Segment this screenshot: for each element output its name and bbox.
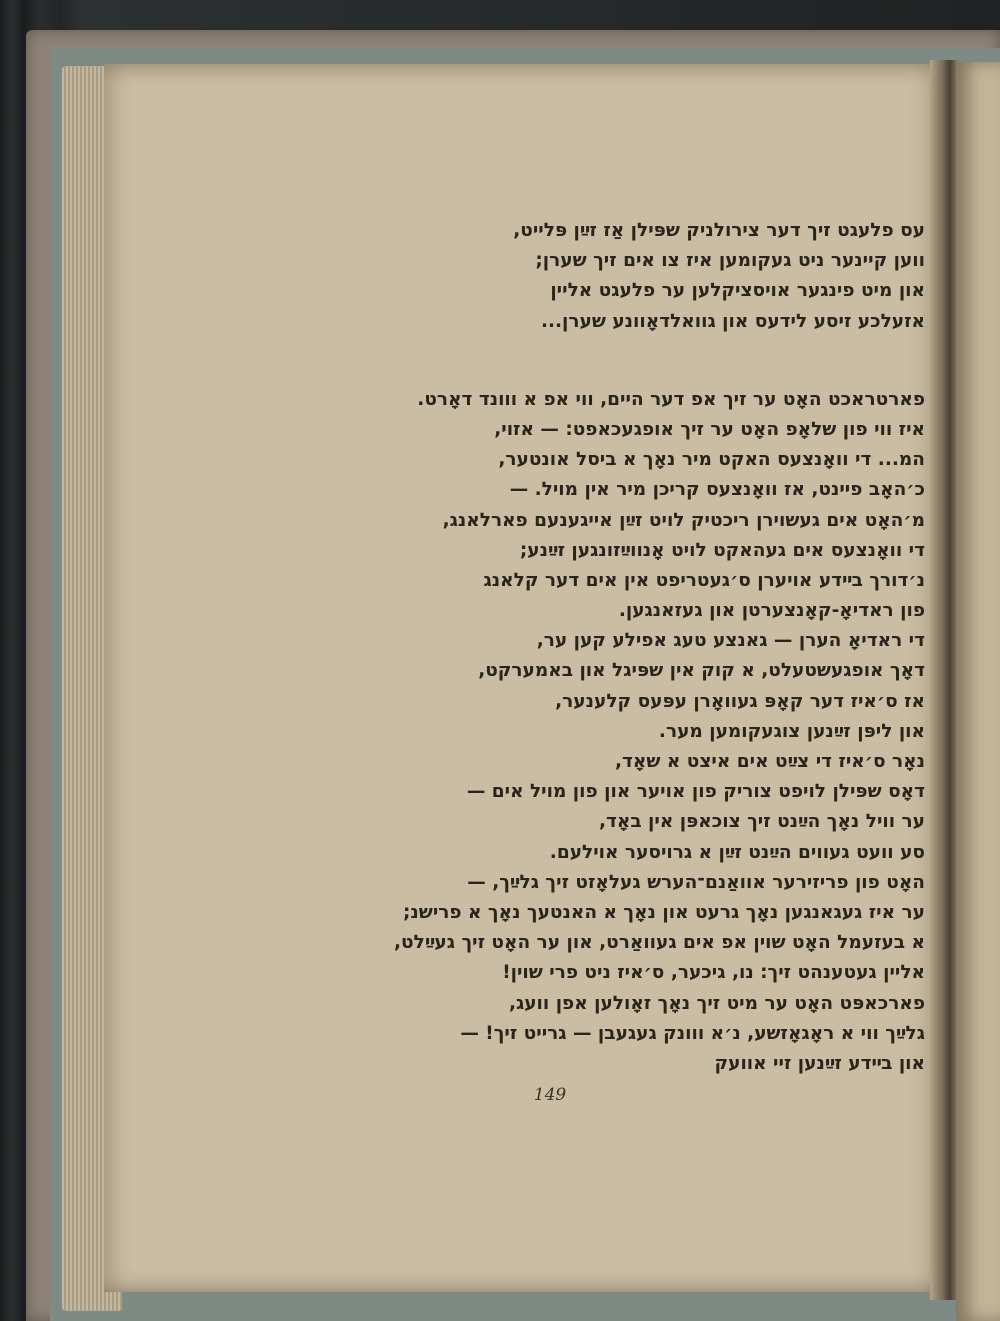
- poem-line: פון ראדיאָ-קאָנצערטן און געזאנגען.: [618, 600, 925, 622]
- stanza-2: [300, 385, 925, 1079]
- poem-line: מ׳האָט אים געשוירן ריכטיק לויט זײַן אייגענעם פארלאנג,: [442, 509, 925, 531]
- poem-line: ווען קיינער ניט געקומען איז צו אים זיך שערן;: [535, 250, 925, 272]
- poem-line: איז ווי פון שלאָפ האָט ער זיך אופגעכאפט: — אזוי,: [494, 418, 925, 440]
- poem-line: עס פלעגט זיך דער צירולניק שפּילן אַז זײַן פּלייט,: [513, 220, 925, 241]
- poem-line: אז ס׳איז דער קאָפּ געוואָרן עפּעס קלענער,: [555, 690, 925, 712]
- poem-line: די וואָנצעס אים געהאקט לויט אָנווײַזונגען זײַנע;: [519, 539, 925, 561]
- poem-line: נאָר ס׳איז די צײַט אים איצט א שאָד,: [615, 751, 925, 772]
- stanza-1: [300, 216, 925, 337]
- poem-line: און ליפּן זײַנען צוגעקומען מער.: [658, 720, 925, 742]
- poem-line: אזעלכע זיסע לידעס און גוואלדאָוונע שערן...: [540, 310, 925, 332]
- poem-line: אליין געטענהט זיך: נו, גיכער, ס׳איז ניט פרי שוין!: [502, 962, 925, 984]
- poem-line: המ... די וואָנצעס האקט מיר נאָך א ביסל אונטער,: [498, 449, 925, 471]
- poem-line: האָט פון פריזירער אוואַנם־הערש געלאָזט זיך גלײַך, —: [467, 871, 925, 893]
- page-number: 149: [533, 1085, 567, 1105]
- poem-line: פארכאפּט האָט ער מיט זיך נאָך זאָולען אפן וועג,: [508, 992, 925, 1014]
- poem-line: דאָך אופגעשטעלט, א קוק אין שפּיגל און באמערקט,: [478, 660, 925, 682]
- facing-page-edge: [956, 62, 1000, 1321]
- poem-line: א בעזעמל האָט שוין אפ אים געוואַרט, און ער האָט זיך געײַלט,: [394, 932, 925, 954]
- poem-line: סע וועט געווים הײַנט זײַן א גרויסער אוילעם.: [549, 841, 925, 863]
- poem-line: און בײדע זײַנען זיי אוועק: [714, 1052, 925, 1074]
- poem-line: כ׳האָב פיינט, אז וואָנצעס קריכן מיר אין מויל. —: [509, 479, 925, 501]
- poem-line: ער וויל נאָך הײַנט זיך צוכאפּן אין באָד,: [598, 811, 925, 833]
- poem-line: די ראדיאָ הערן — גאנצע טעג אפילע קען ער,: [536, 630, 925, 652]
- poem-line: דאָס שפּילן לויפט צוריק פון אויער און פון מויל אים —: [466, 781, 925, 803]
- poem-line: נ׳דורך בײדע אויערן ס׳געטריפט אין אים דער קלאנג: [483, 569, 925, 591]
- poem-line: ער איז געגאנגען נאָך גרעט און נאָך א האנטעך נאָך א פרישנ;: [403, 901, 925, 923]
- poem-text: [300, 216, 925, 1079]
- poem-line: און מיט פינגער אויסציקלען ער פלעגט אליין: [550, 280, 925, 302]
- book-gutter: [930, 60, 958, 1300]
- stanza-gap: [300, 337, 925, 385]
- poem-line: פארטראכט האָט ער זיך אפ דער היים, ווי אפ א ווונד דאָרט.: [417, 388, 925, 410]
- poem-line: גלײַך ווי א ראָגאָזשע, נ׳א ווונק געגעבן — גרייט זיך! —: [460, 1022, 925, 1044]
